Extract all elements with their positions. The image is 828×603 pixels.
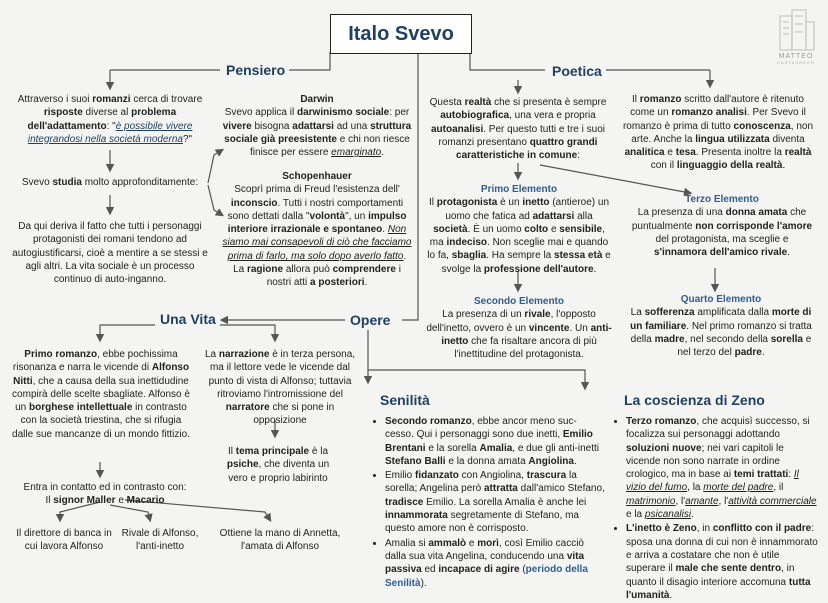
coscienza-item-2: • L'inetto è Zeno, in conflitto con il padre: sposa una donna di cui non è innammorato e arriva a costatare che non è utile superare il male che sente dentro, in quanto il disagio interiore accomuna tutta l'umanità. [626, 522, 820, 602]
una-vita-rivale: Rivale di Alfonso, l'anti-inetto [121, 528, 199, 553]
senilita-item-2: • Emilio fidanzato con Angiolina, trascura la sorella; Angelina però attratta dall'amico Stefano, tradisce Emilio. La sorella Amalia è anche lei innammorata segretamente di Stefano, ma questo amore non è corrisposto. [385, 469, 605, 535]
logo-subname: CASTAGNERO [777, 60, 815, 65]
una-vita-annetta: Ottiene la mano di Annetta, l'amata di Alfonso [219, 528, 341, 553]
heading-poetica: Poetica [548, 62, 606, 81]
poetica-romanzo: Il romanzo scritto dall'autore è ritenuto come un romanzo analisi. Per Svevo il romanzo è prima di tutto conoscenza, non arte. Anche la lingua utilizzata diventa analitica e tesa. Presenta inoltre la realtà con il linguaggio della realtà. [622, 94, 814, 172]
poetica-primo-elemento: Primo Elemento Il protagonista è un inetto (antieroe) un uomo che fatica ad adattarsi alla società. È un uomo colto e sensibile, ma indeciso. Non sceglie mai e quando lo fa, sbaglia. Ha sempre la stessa età e svolge la professione dell'autore. [427, 184, 611, 275]
pensiero-conseguenza: Da qui deriva il fatto che tutti i personaggi protagonisti dei romani tendono ad autogiustificarsi, cioè a mentire a se stessi e agli altri. La vita sociale è un processo continuo di auto-inganno. [12, 221, 208, 286]
title-box [330, 14, 472, 54]
una-vita-narrazione: La narrazione è in terza persona, ma il lettore vede le vicende dal punto di vista di Alfonso; tuttavia ritroviamo l'intromissione del narratore che si pone in opposizione [204, 349, 356, 427]
pensiero-darwin: Darwin Svevo applica il darwinismo sociale: per vivere bisogna adattarsi ad una struttura sociale già preesistente e chi non riesce finisce per essere emarginato. [222, 94, 412, 159]
pensiero-intro: Attraverso i suoi romanzi cerca di trovare risposte diverse al problema dell'adattamento: "è possibile vivere integrandosi nella società moderna?" [17, 94, 203, 145]
heading-una-vita: Una Vita [156, 310, 220, 329]
heading-senilita: Senilità [376, 391, 434, 410]
una-vita-direttore: Il direttore di banca in cui lavora Alfonso [16, 528, 112, 553]
heading-pensiero: Pensiero [222, 61, 289, 80]
una-vita-contatto: Entra in contatto ed in contrasto con: Il signor Maller e Macario [23, 482, 187, 507]
senilita-item-3: • Amalia si ammalò e morì, così Emilio cacciò dalla sua vita Angelina, conducendo una vita passiva ed incapace di agire (periodo della Senilità). [385, 537, 605, 590]
senilita-item-1: • Secondo romanzo, ebbe ancor meno suc- cesso. Qui i personaggi sono due inetti, Emilio Brentani e la sorella Amalia, e due gli anti-inetti Stefano Balli e la donna amata Angiolina. [385, 415, 605, 468]
una-vita-primo-romanzo: Primo romanzo, ebbe pochissima risonanza e narra le vicende di Alfonso Nitti, che a causa della sua inettidudine compirà delle scelte sbagliate. Alfonso è un borghese intellettuale in contrasto con la società triestina, che si rifugia dalle sue mancanze di un mondo fittizio. [12, 349, 190, 440]
poetica-realta: Questa realtà che si presenta è sempre autobiografica, una vera e propria autoanalisi. Per questo tutti e tre i suoi romanzi presentano quattro grandi caratteristiche in comune: [429, 97, 607, 162]
una-vita-tema: Il tema principale è la psiche, che diventa un vero e proprio labirinto [226, 446, 330, 484]
page-title: Italo Svevo [348, 22, 454, 45]
heading-opere: Opere [346, 311, 394, 330]
poetica-terzo-elemento: Terzo Elemento La presenza di una donna amata che puntualmente non corrisponde l'amore del protagonista, ma sceglie e s'innamora dell'amico rivale. [631, 194, 813, 259]
heading-coscienza: La coscienza di Zeno [620, 391, 769, 410]
pensiero-schopenhauer: Schopenhauer Scoprì prima di Freud l'esistenza dell' inconscio. Tutti i nostri comportamenti sono dettati dalla "volontà", un impulso interiore irrazionale e spontaneo. Non siamo mai consapevoli di ciò che facciamo prima di farlo, ma solo dopo averlo fatto. La ragione allora può comprendere i nostri atti a posteriori. [222, 171, 412, 289]
poetica-quarto-elemento: Quarto Elemento La sofferenza amplificata dalla morte di un familiare. Nel primo romanzo si tratta della madre, nel secondo della sorella e nel terzo del padre. [630, 294, 812, 359]
senilita-list [373, 415, 605, 591]
logo-name: MATTEO [778, 53, 814, 60]
pensiero-studia: Svevo studia molto approfonditamente: [21, 177, 199, 188]
coscienza-list [614, 415, 820, 603]
poetica-secondo-elemento: Secondo Elemento La presenza di un rivale, l'opposto dell'inetto, ovvero è un vincente. Un anti-inetto che fa risaltare ancora di più l'inettitudine del protagonista. [426, 296, 612, 361]
coscienza-item-1: • Terzo romanzo, che acquisì successo, si focalizza sui personaggi adottando soluzioni nuove; nei vari capitoli le vicende non sono narrate in ordine crologico, ma in base ai temi trattati: Il vizio del fumo, la morte del padre, il matrimonio, l'amante, l'attività commerciale e la psicanalisi. [626, 415, 820, 521]
